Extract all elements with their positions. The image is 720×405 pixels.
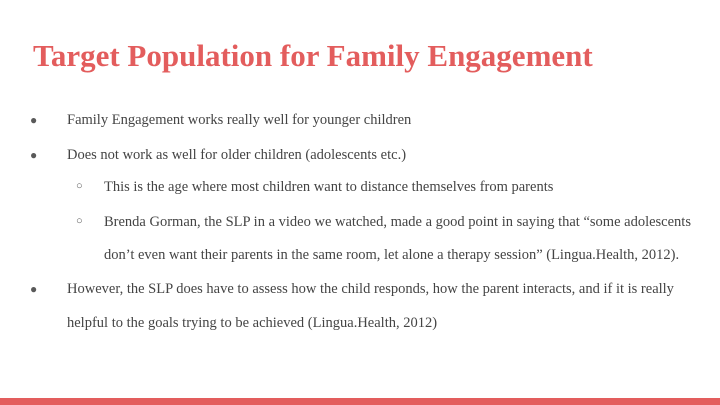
bullet-marker: ● [30,148,38,162]
bullet-item-3-line-1: However, the SLP does have to assess how the child responds, how the parent interacts, and if it is really [67,281,674,297]
sub-bullet-marker: ○ [76,215,83,227]
bullet-marker: ● [30,282,38,296]
sub-bullet-item-2-line-1: Brenda Gorman, the SLP in a video we watched, made a good point in saying that “some adolescents [104,214,691,230]
bottom-accent-bar [0,398,720,405]
sub-bullet-item-2-line-2: don’t even want their parents in the same room, let alone a therapy session” (Lingua.Health, 2012). [104,247,680,263]
bullet-item-3-line-2: helpful to the goals trying to be achieved (Lingua.Health, 2012) [67,315,438,331]
bullet-marker: ● [30,113,38,127]
slide-title: Target Population for Family Engagement [33,38,593,73]
bullet-item-1: Family Engagement works really well for younger children [67,112,412,128]
sub-bullet-marker: ○ [76,180,83,192]
bullet-item-2: Does not work as well for older children (adolescents etc.) [67,147,407,163]
sub-bullet-item-1: This is the age where most children want to distance themselves from parents [104,179,554,195]
